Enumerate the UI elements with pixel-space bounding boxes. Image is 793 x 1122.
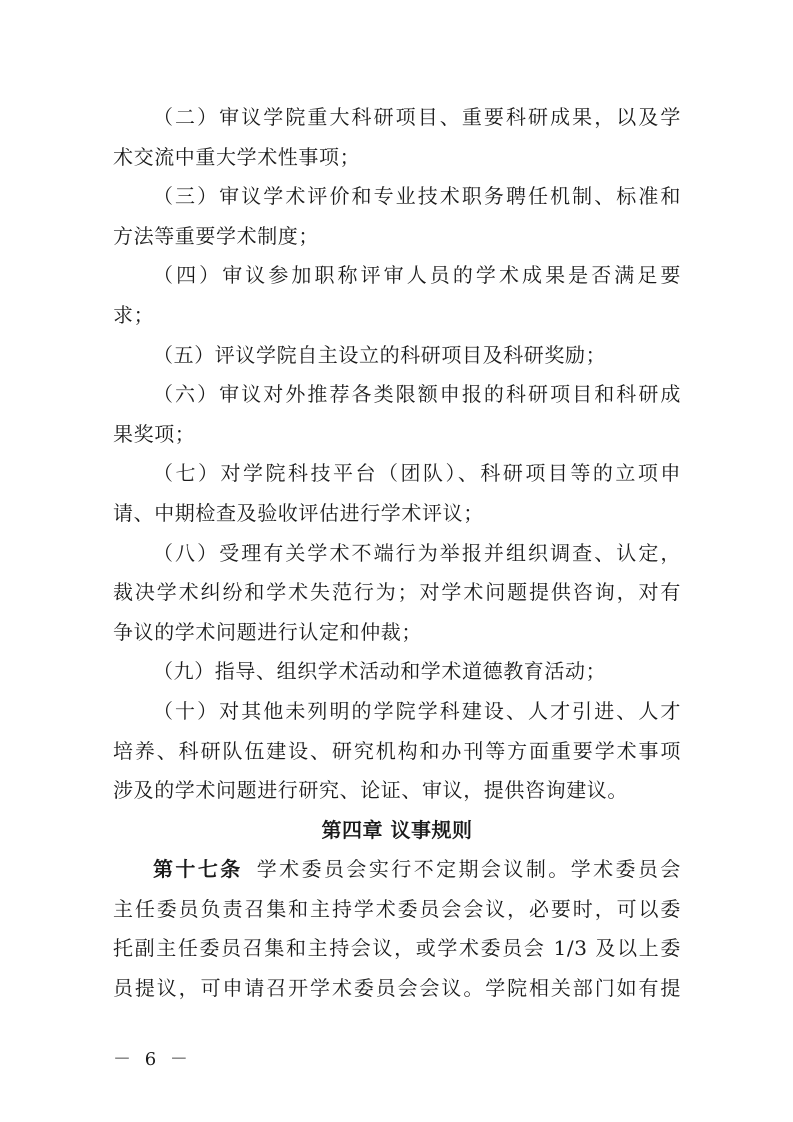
text-line: （十）对其他未列明的学院学科建设、人才引进、人才: [153, 698, 681, 723]
text-line: 争议的学术问题进行认定和仲裁；: [113, 619, 422, 644]
list-item: [113, 375, 681, 454]
text-line: （七）对学院科技平台（团队）、科研项目等的立项申: [153, 461, 681, 486]
list-item: [113, 256, 681, 335]
list-item: [113, 652, 681, 692]
list-item: [113, 336, 681, 376]
text-line: 果奖项；: [113, 421, 196, 446]
document-body: [113, 98, 681, 1009]
text-line: （九）指导、组织学术活动和学术道德教育活动；: [153, 659, 607, 684]
list-item: [113, 692, 681, 811]
text-line: 涉及的学术问题进行研究、论证、审议，提供咨询建议。: [113, 778, 628, 803]
text-line: （五）评议学院自主设立的科研项目及科研奖励；: [153, 342, 607, 367]
text-line: （三）审议学术评价和专业技术职务聘任机制、标准和: [153, 184, 681, 209]
list-item: [113, 534, 681, 653]
chapter-title: 第四章 议事规则: [321, 817, 473, 842]
page-number: － 6 －: [113, 1049, 192, 1070]
list-item: [113, 454, 681, 533]
article-label: 第十七条: [153, 857, 243, 882]
text-line: （八）受理有关学术不端行为举报并组织调查、认定，: [153, 540, 681, 565]
list-item: [113, 98, 681, 177]
article-paragraph: [113, 850, 681, 1008]
text-line: （二）审议学院重大科研项目、重要科研成果，以及学: [153, 105, 681, 129]
text-line: 求；: [113, 302, 155, 327]
text-line: 术交流中重大学术性事项；: [113, 144, 361, 169]
text-line: 托副主任委员召集和主持会议，或学术委员会 1/3 及以上委: [113, 936, 681, 961]
article-text: 学术委员会实行不定期会议制。学术委员会: [256, 857, 681, 882]
text-line: 主任委员负责召集和主持学术委员会会议，必要时，可以委: [113, 896, 681, 921]
text-line: （六）审议对外推荐各类限额申报的科研项目和科研成: [153, 382, 681, 407]
text-line: 培养、科研队伍建设、研究机构和办刊等方面重要学术事项: [113, 738, 681, 763]
text-line: 方法等重要学术制度；: [113, 223, 319, 248]
text-line: （四）审议参加职称评审人员的学术成果是否满足要: [153, 263, 681, 288]
text-line: [113, 850, 681, 890]
text-line: 员提议，可申请召开学术委员会会议。学院相关部门如有提: [113, 976, 681, 1001]
list-item: [113, 177, 681, 256]
text-line: 裁决学术纠纷和学术失范行为；对学术问题提供咨询，对有: [113, 580, 681, 605]
text-line: 请、中期检查及验收评估进行学术评议；: [113, 500, 484, 525]
